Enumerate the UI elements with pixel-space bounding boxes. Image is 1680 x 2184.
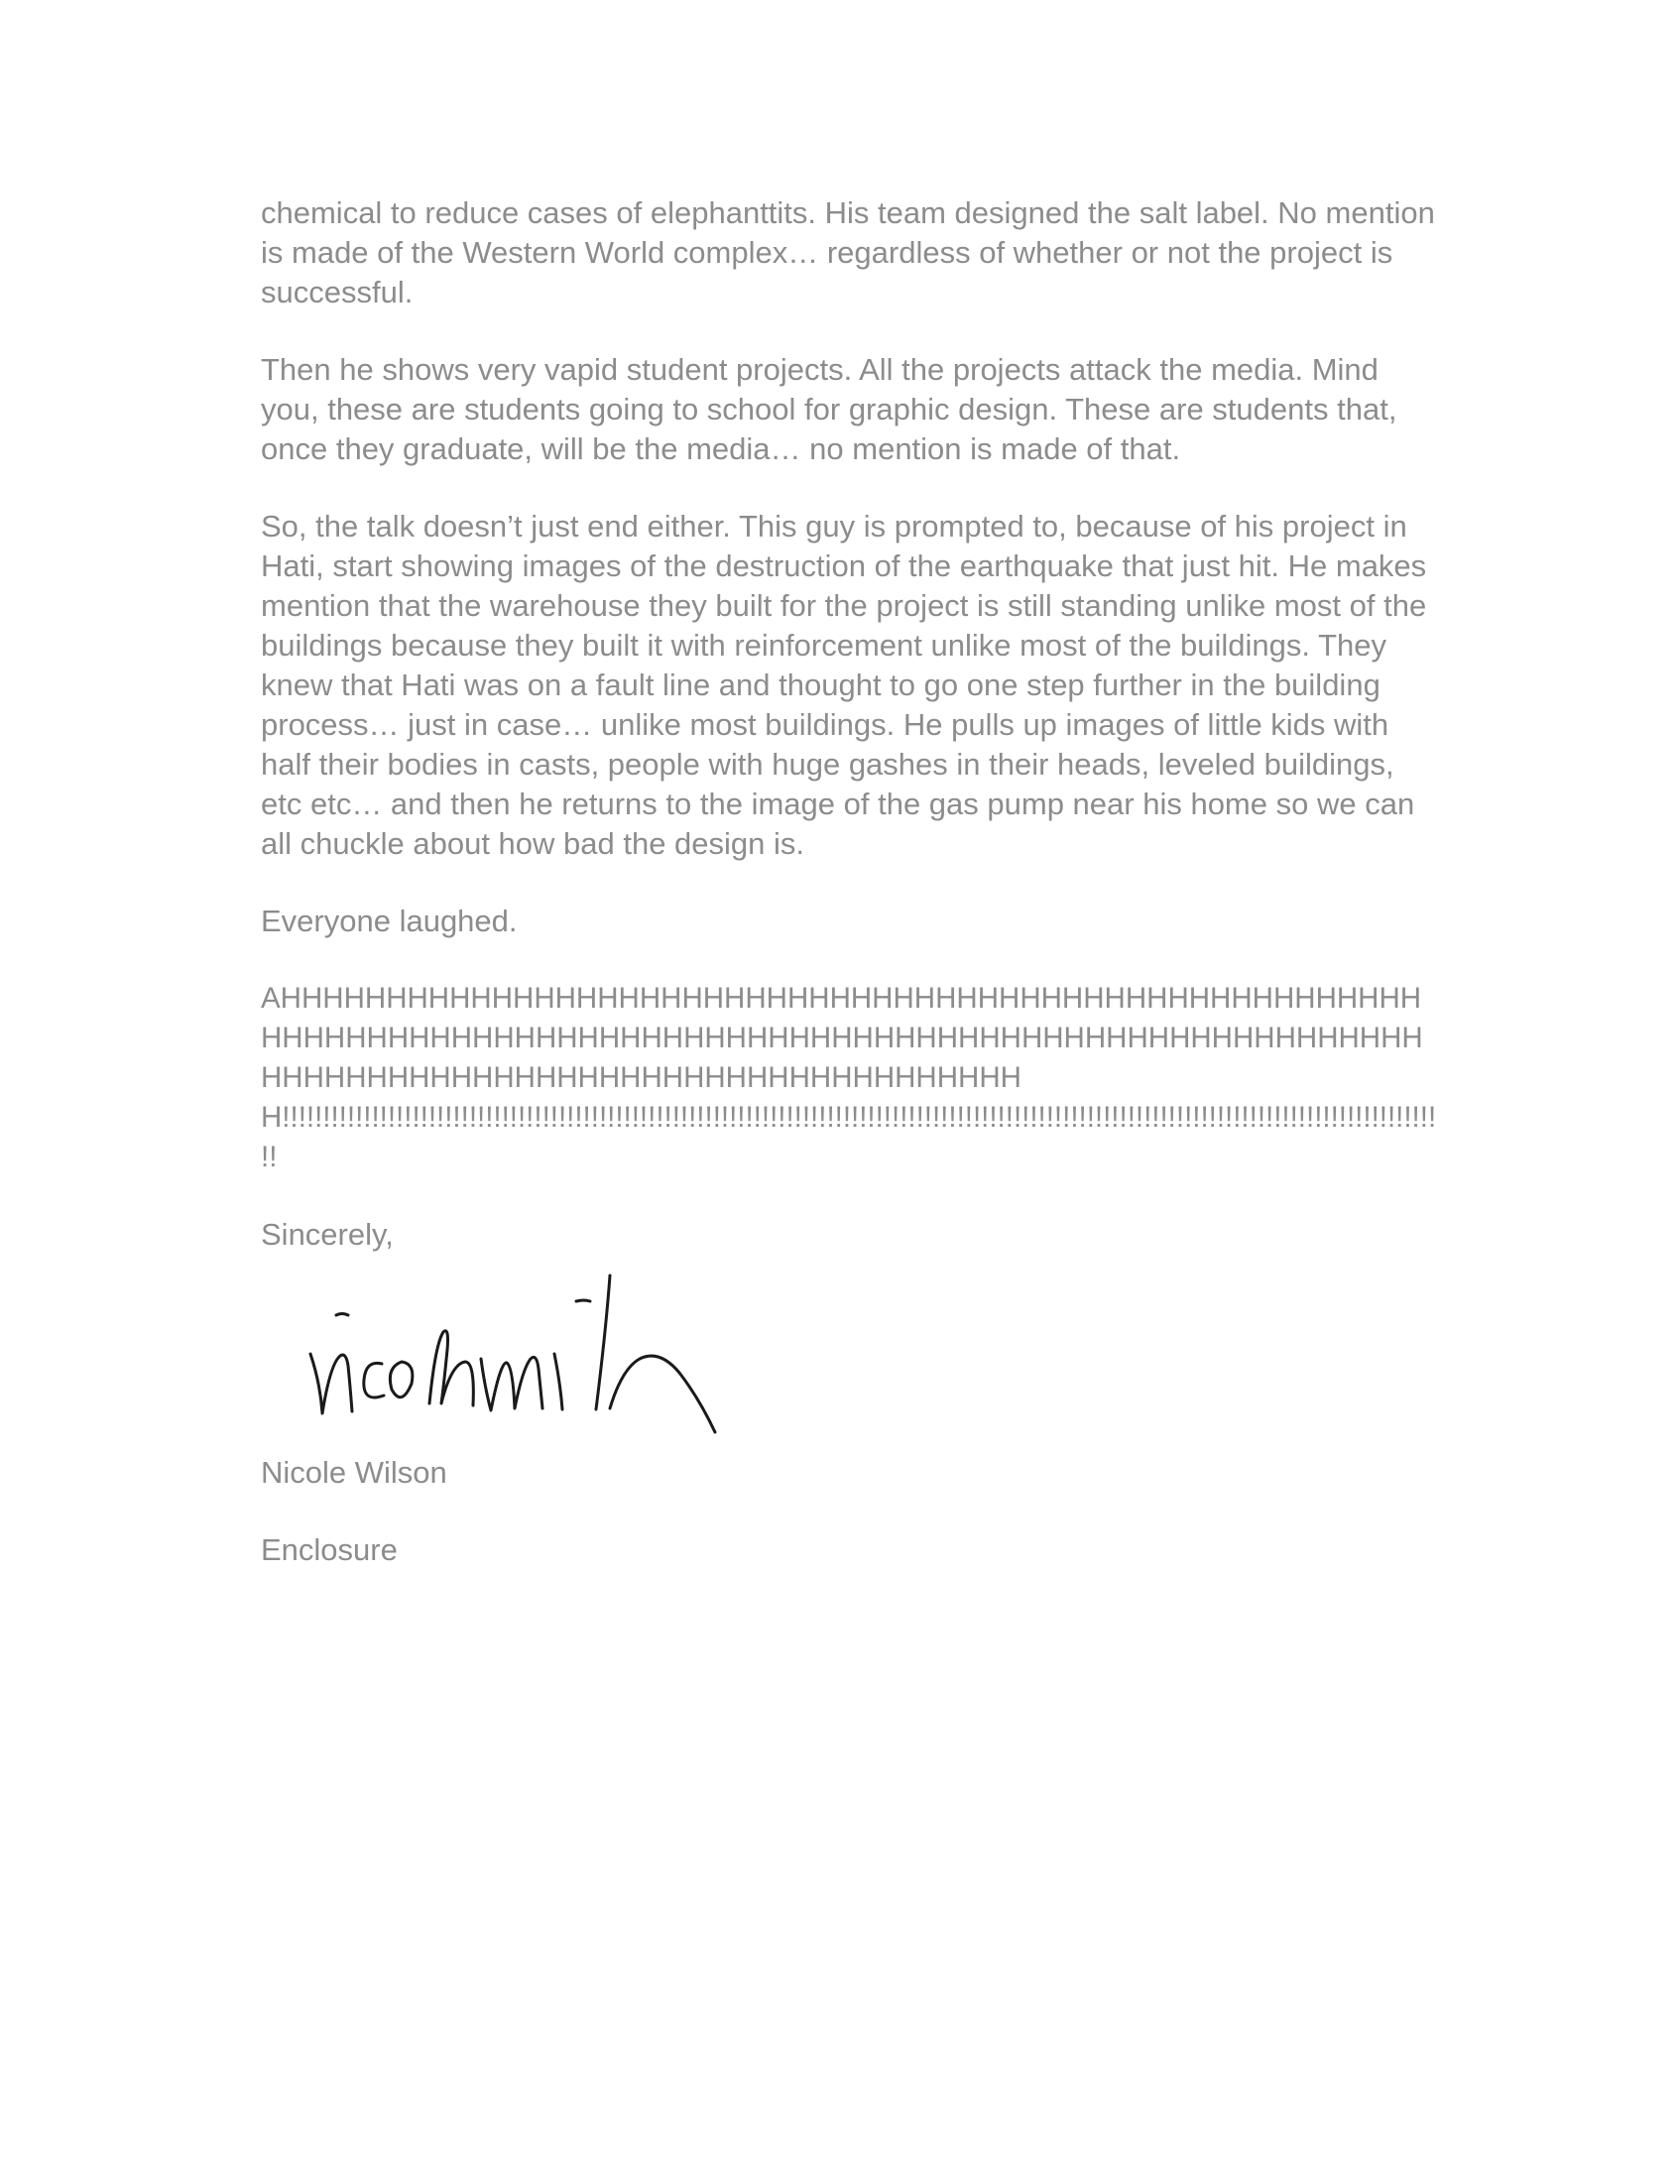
paragraph-student-projects: Then he shows very vapid student projects. All the projects attack the media. Mind you, these are students going to school for graphic design. These are students that, once they graduate, will be the media… no mention is made of that.	[261, 352, 1397, 466]
signatory-name: Nicole Wilson	[261, 1455, 447, 1490]
letter-body	[261, 193, 1441, 1570]
paragraph-salt-label: chemical to reduce cases of elephanttits. His team designed the salt label. No mention is made of the Western World complex… regardless of whether or not the project is successful.	[261, 195, 1435, 309]
scream-text: AHHHHHHHHHHHHHHHHHHHHHHHHHHHHHHHHHHHHHHHHHHHHHHHHHHHHHHHHHHHHHHHHHHHHHHHHHHHHHHHHHHHHHHHHHHHHHHHHHHHHHHHHHHHHHHHHHHHHHHHHHHHHHHHHHHHHHHHHHHHHHHHHHH!!!!!!!!!!!!!!!!!!!!!!!!!!!!!!!!!!!!!!!!!!!!!!!!!!!!!!!!!!!!!!!!!!!!!!!!!!!!!!!!!!!!!!!!!!!!!!!!!!!!!!!!!!!!!!!!!!!!!!!!!!!!!!!!!!!!!!!!!!!!!!!!	[261, 982, 1437, 1173]
enclosure-note: Enclosure	[261, 1532, 398, 1567]
closing-salutation: Sincerely,	[261, 1217, 394, 1252]
handwritten-signature	[261, 1245, 876, 1443]
paragraph-earthquake: So, the talk doesn’t just end either. This guy is prompted to, because of his project in Hati, start showing images of the destruction of the earthquake that just hit. He makes mention that the warehouse they built for the project is still standing unlike most of the buildings because they built it with reinforcement unlike most of the buildings. They knew that Hati was on a fault line and thought to go one step further in the building process… just in case… unlike most buildings. He pulls up images of little kids with half their bodies in casts, people with huge gashes in their heads, leveled buildings, etc etc… and then he returns to the image of the gas pump near his home so we can all chuckle about how bad the design is.	[261, 509, 1427, 861]
paragraph-everyone-laughed: Everyone laughed.	[261, 904, 518, 938]
